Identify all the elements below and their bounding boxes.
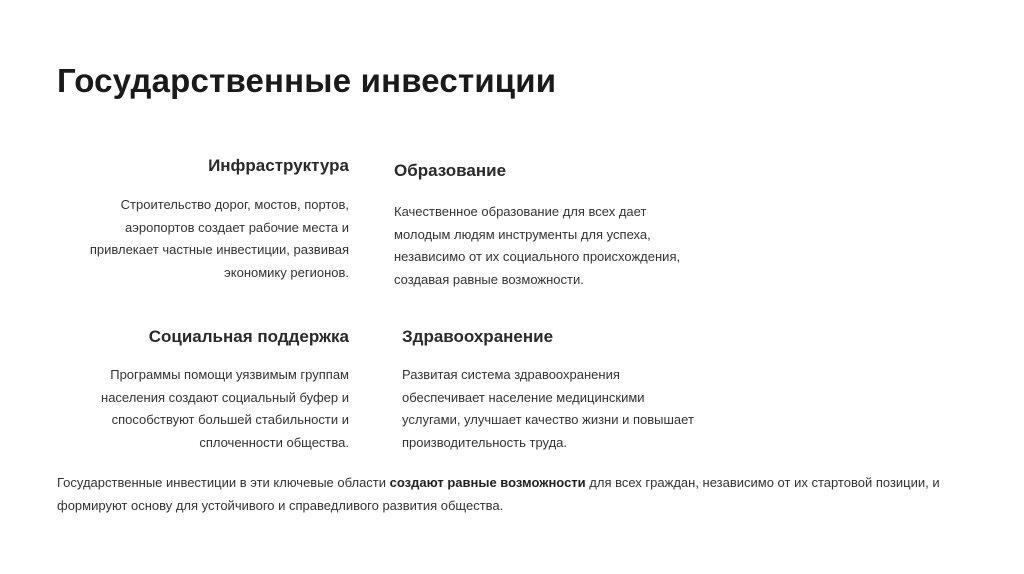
healthcare-card [402,327,702,454]
social-support-text: Программы помощи уязвимым группам населения создают социальный буфер и способствуют большей стабильности и сплоченности общества. [101,367,349,450]
summary-text-start: Государственные инвестиции в эти ключевые области [57,475,390,490]
healthcare-text: Развитая система здравоохранения обеспечивает население медицинскими услугами, улучшает качество жизни и повышает производительность труда. [402,367,694,450]
social-support-heading: Социальная поддержка [148,327,349,346]
summary-emphasis: создают равные возможности [389,475,586,490]
infrastructure-card [60,156,349,284]
summary-text-end: для всех граждан, независимо от их стартовой позиции, и формируют основу для устойчивого и справедливого развития общества. [57,475,940,513]
education-card [394,161,694,291]
education-text: Качественное образование для всех дает молодым людям инструменты для успеха, независимо от их социального происхождения, создавая равные возможности. [394,204,681,287]
slide-title: Государственные инвестиции [57,62,557,99]
healthcare-heading: Здравоохранение [402,327,554,346]
summary-paragraph [57,472,957,517]
infrastructure-text: Строительство дорог, мостов, портов, аэропортов создает рабочие места и привлекает частные инвестиции, развивая экономику регионов. [89,197,349,280]
social-support-card [60,327,349,454]
education-heading: Образование [394,161,507,180]
infrastructure-heading: Инфраструктура [208,156,349,175]
